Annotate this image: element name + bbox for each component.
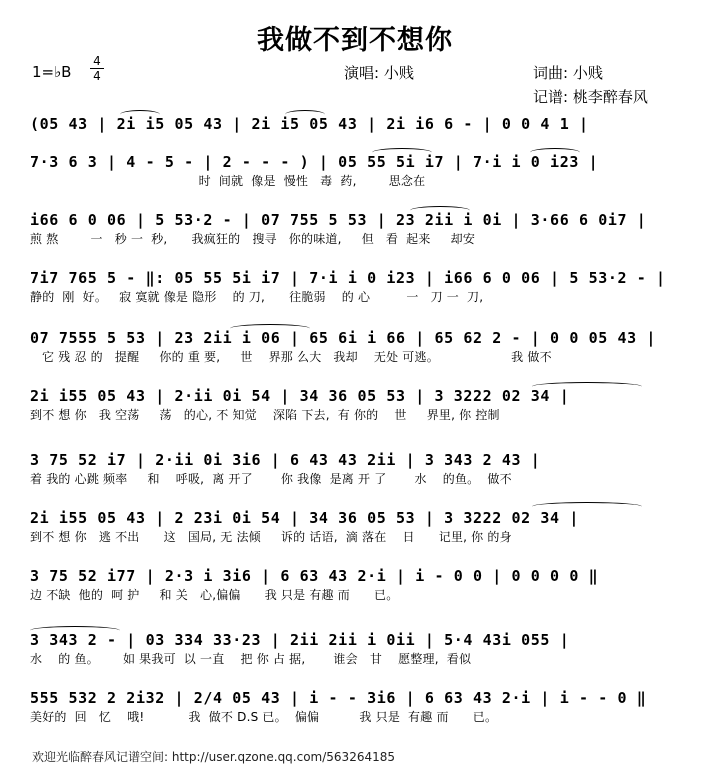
singer-credit: 演唱: 小贱 xyxy=(344,64,414,82)
slur-mark xyxy=(410,206,470,215)
time-signature xyxy=(90,55,104,82)
lyric-line: 煎 熬 一 秒 一 秒, 我疯狂的 搜寻 你的味道, 但 看 起来 却安 xyxy=(30,232,476,246)
notation-line: i66 6 0 06 | 5 53·2 - | 07 755 5 53 | 23 2ii i 0i | 3·66 6 0i7 | xyxy=(30,211,647,229)
key-signature: 1=♭B xyxy=(32,63,72,81)
notation-line: (05 43 | 2i i5 05 43 | 2i i5 05 43 | 2i i6 6 - | 0 0 4 1 | xyxy=(30,115,589,133)
lyric-line: 静的 刚 好。 寂 寞就 像是 隐形 的 刀, 往脆弱 的 心 一 刀 一 刀, xyxy=(30,290,484,304)
score-line-4 xyxy=(30,268,674,306)
score-line-5 xyxy=(30,328,674,366)
lyric-line: 水 的 鱼。 如 果我可 以 一直 把 你 占 据, 谁会 甘 愿整理, 看似 xyxy=(30,652,472,666)
slur-mark xyxy=(285,110,325,119)
notation-line: 7·3 6 3 | 4 - 5 - | 2 - - - ) | 05 55 5i i7 | 7·i i 0 i23 | xyxy=(30,153,599,171)
score-line-10 xyxy=(30,630,674,668)
notation-line: 555 532 2 2i32 | 2/4 05 43 | i - - 3i6 | 6 63 43 2·i | i - - 0 ‖ xyxy=(30,689,647,707)
notation-line: 3 343 2 - | 03 334 33·23 | 2ii 2ii i 0ii | 5·4 43i 055 | xyxy=(30,631,570,649)
score-line-11 xyxy=(30,688,674,726)
slur-mark xyxy=(120,110,160,119)
lyric-line xyxy=(30,134,674,152)
lyric-line: 美好的 回 忆 哦! 我 做不 D.S 已。 偏偏 我 只是 有趣 而 已。 xyxy=(30,710,498,724)
notation-line: 2i i55 05 43 | 2 23i 0i 54 | 34 36 05 53 | 3 3222 02 34 | xyxy=(30,509,579,527)
song-title: 我做不到不想你 xyxy=(257,25,453,56)
slur-mark xyxy=(30,626,120,635)
score-line-9 xyxy=(30,566,674,604)
transcriber-credit: 记谱: 桃李醉春风 xyxy=(533,88,648,106)
slur-mark xyxy=(532,382,642,391)
notation-line: 3 75 52 i77 | 2·3 i 3i6 | 6 63 43 2·i | i - 0 0 | 0 0 0 0 ‖ xyxy=(30,567,599,585)
score-line-2 xyxy=(30,152,674,190)
lyric-line: 到不 想 你 我 空荡 荡 的心, 不 知觉 深陷 下去, 有 你的 世 界里, 你 控制 xyxy=(30,408,500,422)
time-bottom: 4 xyxy=(93,69,101,83)
lyric-line: 到不 想 你 逃 不出 这 国局, 无 法倾 诉的 话语, 滴 落在 日 记里, 你 的身 xyxy=(30,530,512,544)
slur-mark xyxy=(530,148,580,157)
time-top: 4 xyxy=(93,54,101,68)
notation-line: 07 7555 5 53 | 23 2ii i 06 | 65 6i i 66 | 65 62 2 - | 0 0 05 43 | xyxy=(30,329,656,347)
footer-credit: 欢迎光临醉春风记谱空间: http://user.qzone.qq.com/563264185 xyxy=(32,750,396,764)
slur-mark xyxy=(230,324,310,333)
score-line-1 xyxy=(30,114,674,152)
score-line-6 xyxy=(30,386,674,424)
slur-mark xyxy=(372,148,432,157)
slur-mark xyxy=(532,502,642,511)
score-line-8 xyxy=(30,508,674,546)
notation-line: 3 75 52 i7 | 2·ii 0i 3i6 | 6 43 43 2ii | 3 343 2 43 | xyxy=(30,451,541,469)
notation-line: 2i i55 05 43 | 2·ii 0i 54 | 34 36 05 53 | 3 3222 02 34 | xyxy=(30,387,570,405)
score-line-3 xyxy=(30,210,674,248)
lyric-line: 它 残 忍 的 提醒 你的 重 要, 世 界那 么大 我却 无处 可逃。 我 做不 xyxy=(30,350,552,364)
composer-credit: 词曲: 小贱 xyxy=(533,64,603,82)
lyric-line: 时 间就 像是 慢性 毒 药, 思念在 xyxy=(30,174,426,188)
lyric-line: 边 不缺 他的 呵 护 和 关 心,偏偏 我 只是 有趣 而 已。 xyxy=(30,588,399,602)
lyric-line: 着 我的 心跳 频率 和 呼吸, 离 开了 你 我像 是离 开 了 水 的鱼。 做不 xyxy=(30,472,512,486)
notation-line: 7i7 765 5 - ‖: 05 55 5i i7 | 7·i i 0 i23 | i66 6 0 06 | 5 53·2 - | xyxy=(30,269,666,287)
score-line-7 xyxy=(30,450,674,488)
